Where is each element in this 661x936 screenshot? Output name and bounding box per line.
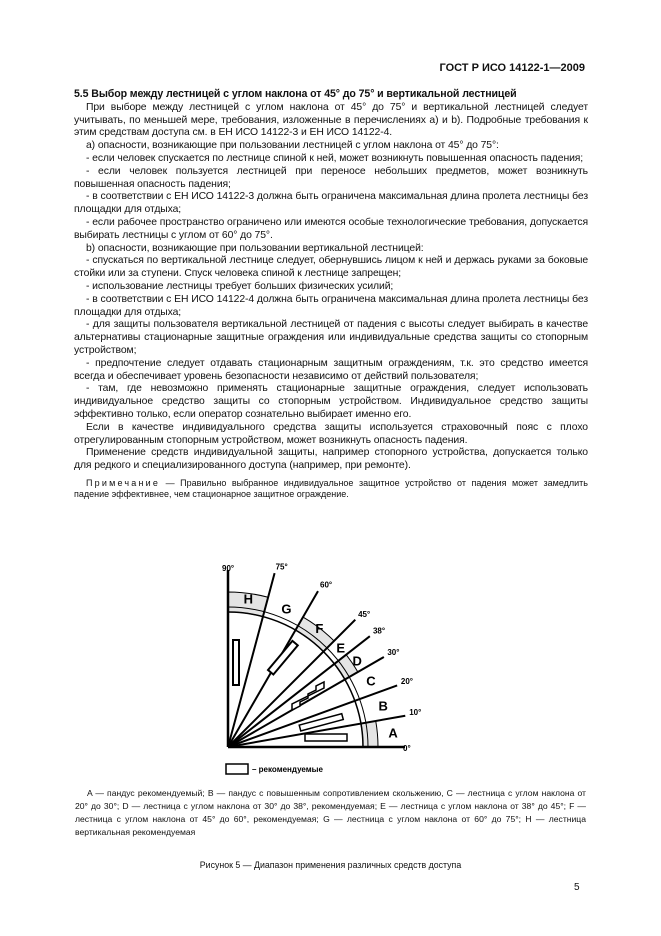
note-text: — Правильно выбранное индивидуальное защитное устройство от падения может замедлить падение эффективнее, чем стационарное защитное ограждение.	[74, 477, 588, 500]
ladder-f-symbol	[268, 641, 298, 675]
document-header: ГОСТ Р ИСО 14122-1—2009	[439, 62, 585, 74]
paragraph: - спускаться по вертикальной лестнице следует, обернувшись лицом к ней и держась руками за боковые стойки или за ступени. Спуск человека спиной к лестнице запрещен;	[74, 255, 588, 280]
legend-swatch	[226, 764, 248, 774]
angle-label: 30°	[387, 648, 400, 657]
angle-label: 75°	[275, 562, 288, 572]
angle-label: 38°	[372, 626, 386, 636]
ramp-a-symbol	[305, 734, 347, 741]
figure-caption: Рисунок 5 — Диапазон применения различных средств доступа	[199, 860, 462, 870]
angle-label: 60°	[320, 580, 333, 590]
paragraph: Применение средств индивидуальной защиты, например стопорного устройства, допускается только для редкого и специализированного доступа (например, при ремонте).	[74, 447, 588, 472]
paragraph: Если в качестве индивидуального средства защиты используется страховочный пояс с плохо отрегулированным стопорным устройством, может возникнуть опасность падения.	[74, 421, 588, 446]
paragraph: - если рабочее пространство ограничено или имеются особые технологические требования, допускается выбирать лестницы с углом от 60° до 75°.	[74, 216, 588, 241]
note-label: Примечание	[86, 477, 161, 488]
paragraph: - если человек спускается по лестнице спиной к ней, может возникнуть повышенная опасность падения;	[86, 152, 584, 164]
page-number: 5	[574, 882, 580, 893]
angle-label: 90°	[222, 564, 235, 573]
zone-label-D: D	[352, 653, 362, 669]
angle-label: 45°	[358, 609, 371, 619]
angle-line-38	[228, 636, 370, 747]
paragraph: - в соответствии с ЕН ИСО 14122-4 должна быть ограничена максимальная длина пролета лестницы без площадки для отдыха;	[74, 293, 588, 318]
paragraph: - использование лестницы требует больших физических усилий;	[86, 280, 394, 292]
paragraph: a) опасности, возникающие при пользовании лестницей с углом наклона от 45° до 75°:	[86, 140, 499, 152]
paragraph: - предпочтение следует отдавать стационарным защитным ограждениям, т.к. это средство имеется всегда и обеспечивает уровень безопасности независимо от действий пользователя;	[74, 357, 588, 382]
angle-label: 0°	[403, 744, 411, 753]
zone-label-B: B	[378, 698, 388, 714]
paragraph: - если человек пользуется лестницей при переносе небольших предметов, может возникнуть повышенная опасность падения;	[74, 165, 588, 190]
zone-label-H: H	[243, 591, 253, 607]
paragraph: - там, где невозможно применять стационарные защитные ограждения, следует использовать индивидуальное средство защиты со стопорным устройством. Индивидуальное средство защиты эффективно только, если оператор сознательно выбирает именно его.	[74, 383, 588, 420]
legend-swatch-label: – рекомендуемые	[252, 765, 323, 774]
zone-label-G: G	[281, 601, 292, 617]
stair-c-symbol	[292, 682, 324, 710]
zone-label-A: A	[388, 725, 398, 741]
zone-label-C: C	[366, 673, 376, 689]
angle-label: 20°	[400, 677, 414, 687]
angle-label: 10°	[409, 708, 422, 718]
paragraph: b) опасности, возникающие при пользовании вертикальной лестницей:	[86, 242, 424, 254]
ladder-h-symbol	[233, 640, 239, 685]
zone-label-F: F	[315, 620, 324, 636]
figure-legend: A — пандус рекомендуемый; B — пандус с повышенным сопротивлением скольжению, C — лестница с углом наклона от 20° до 30°; D — лестница с углом наклона от 30° до 38°, рекомендуемая; E — лестница с углом наклона от 38° до 45°; F — лестница с углом наклона от 45° до 60°, рекомендуемая; G — лестница с углом наклона от 60° до 75°; H — лестница вертикальная рекомендуемая	[75, 788, 586, 837]
paragraph: - для защиты пользователя вертикальной лестницей от падения с высоты следует выбирать в качестве альтернативы стационарные защитные ограждения или индивидуальные средства защиты со стопорным устройством;	[74, 319, 588, 356]
zone-label-E: E	[336, 640, 346, 656]
paragraph: При выборе между лестницей с углом наклона от 45° до 75° и вертикальной лестницей следует учитывать, по меньшей мере, требования, изложенные в перечислениях a) и b). Подробные требования к этим средствам доступа см. в ЕН ИСО 14122-3 и ЕН ИСО 14122-4.	[74, 101, 588, 139]
section-title: 5.5 Выбор между лестницей с углом наклона от 45° до 75° и вертикальной лестницей	[74, 88, 517, 100]
paragraph: - в соответствии с ЕН ИСО 14122-3 должна быть ограничена максимальная длина пролета лестницы без площадки для отдыха;	[74, 191, 588, 216]
